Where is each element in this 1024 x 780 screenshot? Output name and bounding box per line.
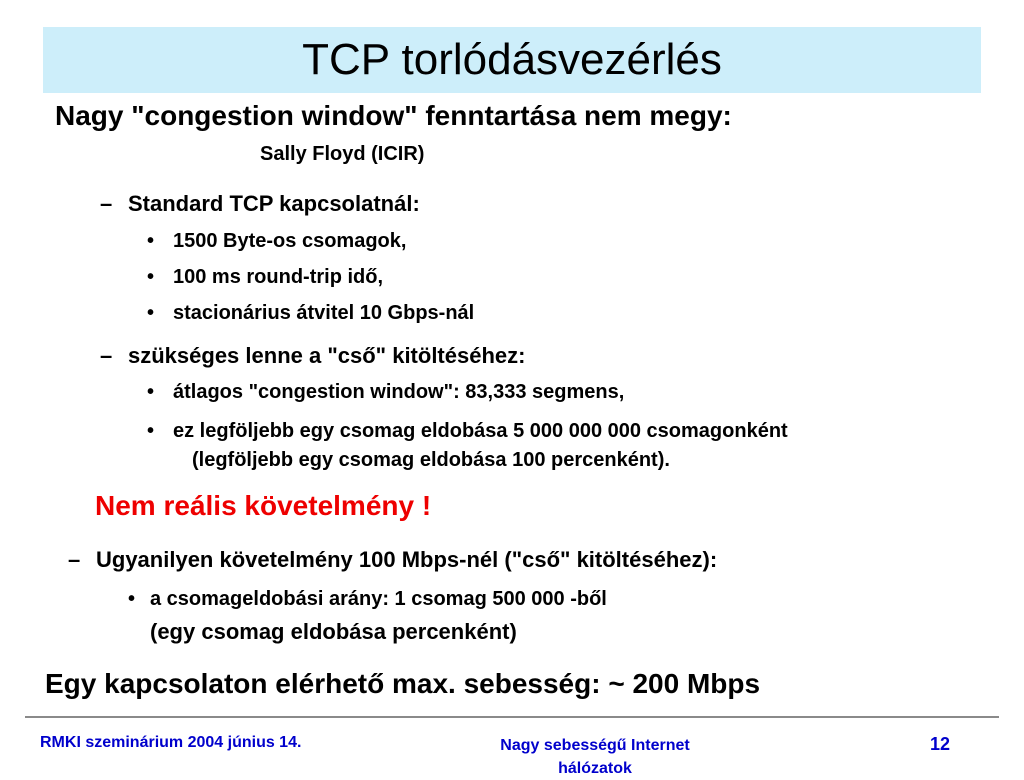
list-item-text: 1500 Byte-os csomagok,: [173, 230, 407, 252]
dash-marker: –: [68, 547, 81, 572]
slide-title: TCP torlódásvezérlés: [302, 35, 722, 84]
list-item-text: a csomageldobási arány: 1 csomag 500 000 -ből: [150, 588, 607, 610]
warning-text: Nem reális követelmény !: [95, 490, 432, 521]
author-credit: Sally Floyd (ICIR): [260, 143, 425, 165]
title-banner: [43, 27, 981, 93]
bullet-dot: •: [147, 420, 155, 442]
page-number: 12: [930, 734, 951, 754]
bullet-dot: •: [147, 302, 155, 324]
dash-marker: –: [100, 343, 113, 368]
list-item-text: átlagos "congestion window": 83,333 segmens,: [173, 381, 625, 403]
list-item-continuation: (egy csomag eldobása percenként): [150, 619, 517, 644]
footer-event: RMKI szeminárium 2004 június 14.: [40, 734, 302, 751]
list-item-text: stacionárius átvitel 10 Gbps-nál: [173, 302, 475, 324]
bullet-dot: •: [128, 588, 136, 610]
slide-heading: Nagy "congestion window" fenntartása nem megy:: [55, 100, 732, 131]
conclusion-text: Egy kapcsolaton elérhető max. sebesség: ~ 200 Mbps: [45, 668, 761, 699]
footer-talk-title: Nagy sebességű Internet hálózatok: [500, 737, 690, 777]
bullet-text: Ugyanilyen követelmény 100 Mbps-nél ("cső" kitöltéséhez):: [96, 547, 718, 572]
bullet-dot: •: [147, 381, 155, 403]
list-item-continuation: (legföljebb egy csomag eldobása 100 percenként).: [192, 449, 670, 471]
list-item-text: 100 ms round-trip idő,: [173, 266, 384, 288]
footer-divider: [25, 716, 999, 718]
dash-marker: –: [100, 191, 113, 216]
bullet-dot: •: [147, 230, 155, 252]
bullet-text: szükséges lenne a "cső" kitöltéséhez:: [128, 343, 526, 368]
list-item-text: ez legföljebb egy csomag eldobása 5 000 000 000 csomagonként: [173, 420, 788, 442]
bullet-text: Standard TCP kapcsolatnál:: [128, 191, 420, 216]
bullet-dot: •: [147, 266, 155, 288]
